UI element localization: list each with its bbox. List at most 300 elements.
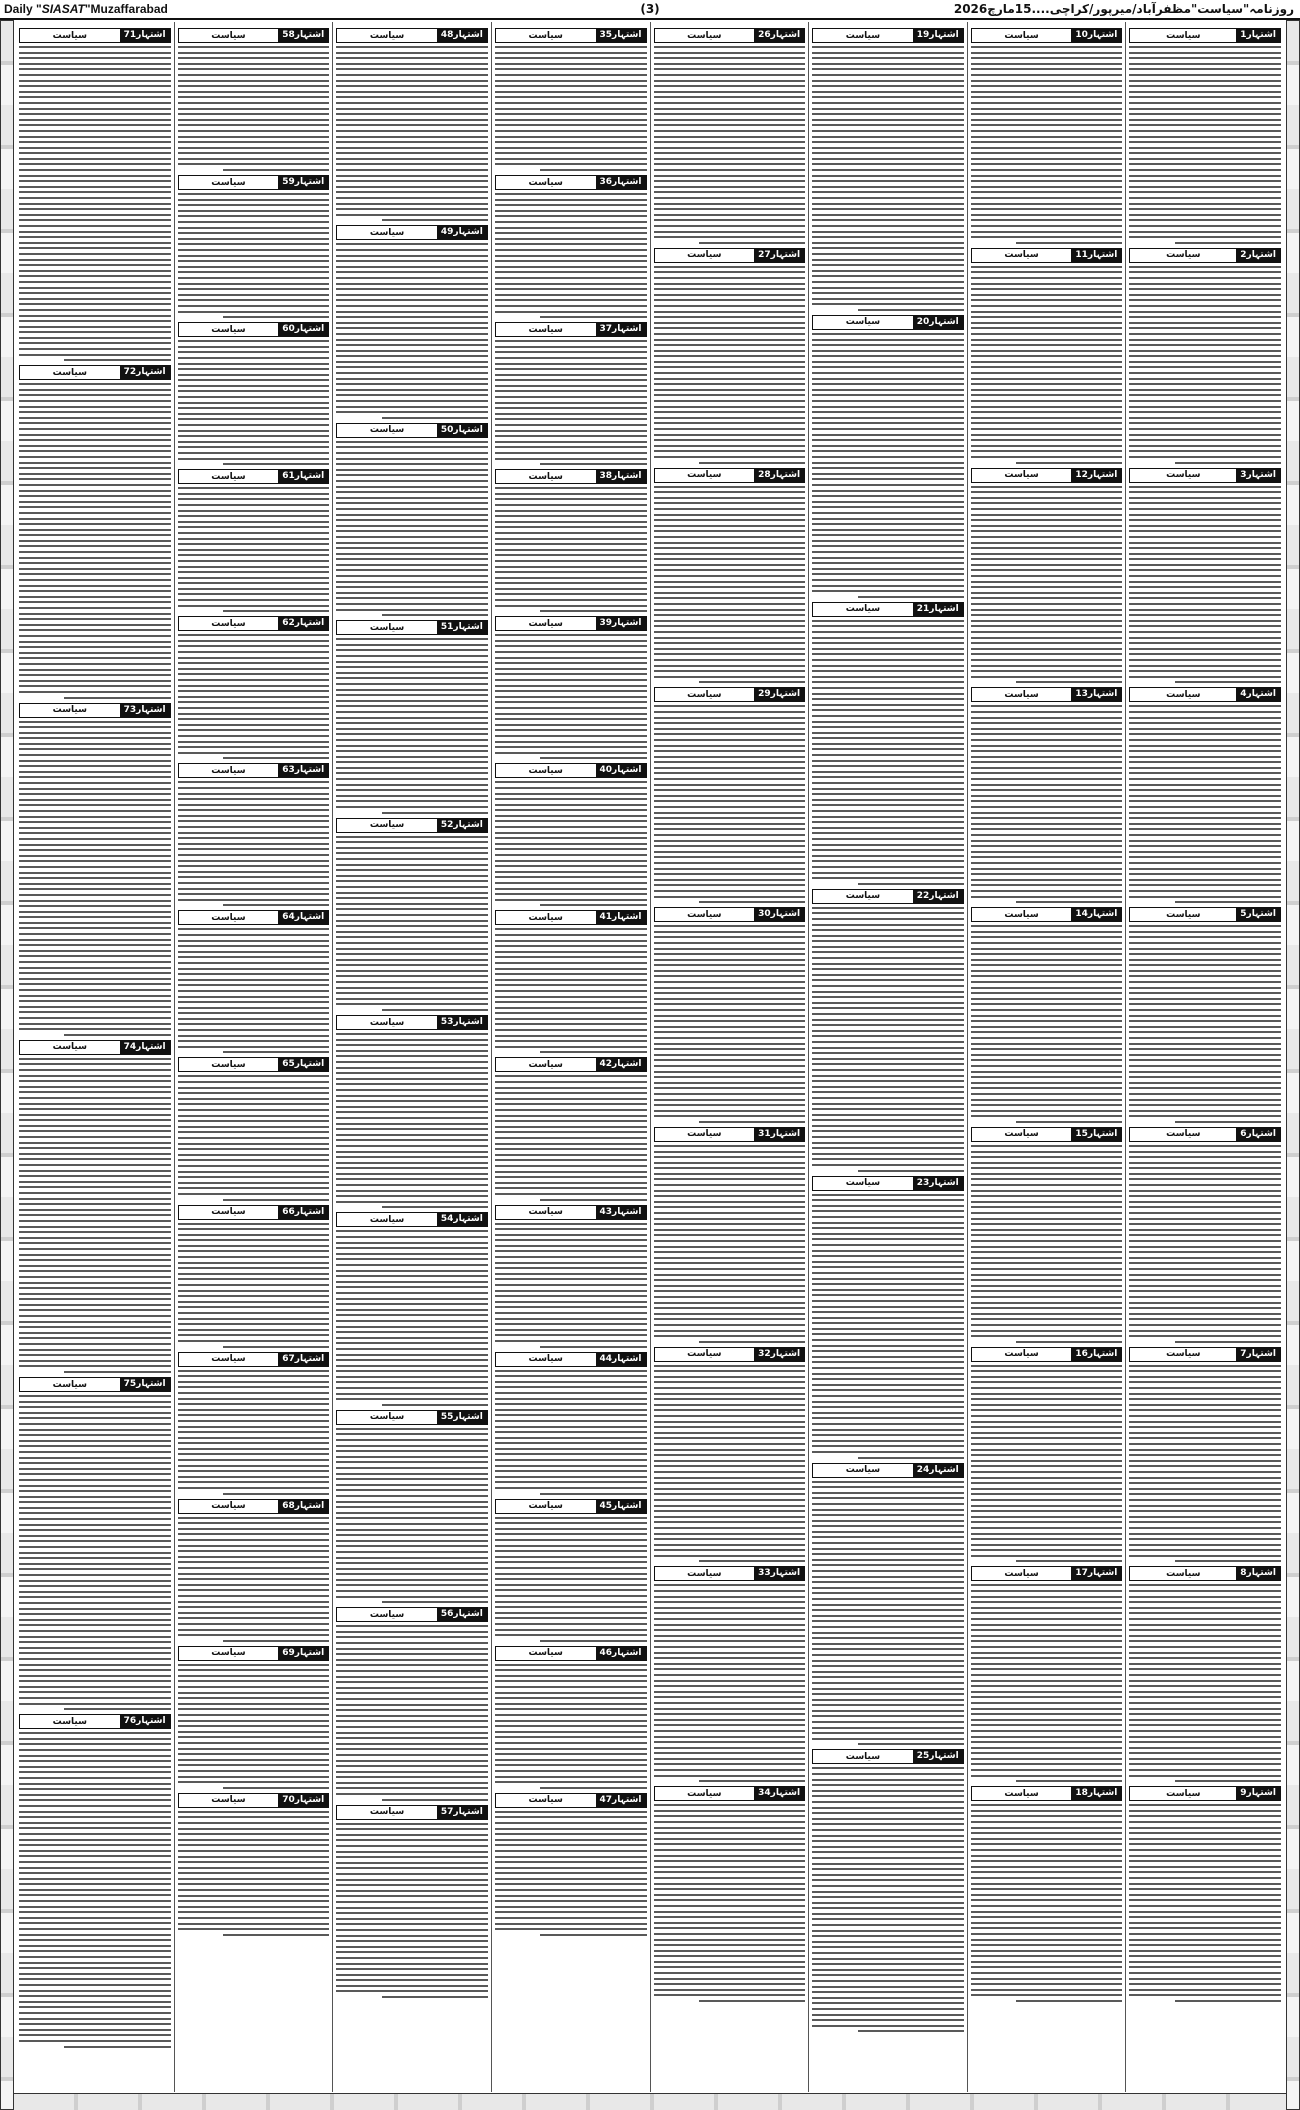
text-line bbox=[1016, 242, 1122, 244]
text-line bbox=[336, 1095, 488, 1097]
text-line bbox=[1129, 1409, 1281, 1411]
text-line bbox=[971, 1989, 1123, 1991]
text-line bbox=[971, 299, 1123, 301]
text-line bbox=[1016, 1121, 1122, 1123]
text-line bbox=[971, 124, 1123, 126]
text-line bbox=[812, 1058, 964, 1060]
text-line bbox=[19, 894, 171, 896]
text-line bbox=[19, 1697, 171, 1699]
text-line bbox=[336, 964, 488, 966]
text-line bbox=[19, 545, 171, 547]
text-line bbox=[336, 288, 488, 290]
text-line bbox=[178, 1828, 330, 1830]
text-line bbox=[1175, 1341, 1281, 1343]
ad-number: اشتہار9 bbox=[1236, 1787, 1280, 1800]
text-line bbox=[19, 726, 171, 728]
text-line bbox=[1129, 784, 1281, 786]
ad-logo: سیاست bbox=[845, 1465, 881, 1476]
text-line bbox=[336, 203, 488, 205]
text-line bbox=[336, 463, 488, 465]
text-line bbox=[1129, 1145, 1281, 1147]
text-line bbox=[654, 1167, 806, 1169]
text-line bbox=[654, 389, 806, 391]
text-line bbox=[1129, 439, 1281, 441]
text-line bbox=[812, 1531, 964, 1533]
text-line bbox=[495, 837, 647, 839]
text-line bbox=[19, 927, 171, 929]
text-line bbox=[654, 1104, 806, 1106]
text-line bbox=[1129, 1544, 1281, 1546]
text-line bbox=[1129, 411, 1281, 413]
text-line bbox=[178, 1584, 330, 1586]
text-line bbox=[971, 1860, 1123, 1862]
text-line bbox=[495, 843, 647, 845]
text-line bbox=[1129, 428, 1281, 430]
text-line bbox=[812, 1795, 964, 1797]
text-line bbox=[540, 463, 646, 465]
text-line bbox=[19, 646, 171, 648]
ad-header bbox=[178, 616, 330, 631]
text-line bbox=[971, 1190, 1123, 1192]
text-line bbox=[654, 175, 806, 177]
text-line bbox=[812, 1682, 964, 1684]
text-line bbox=[336, 1061, 488, 1063]
text-line bbox=[495, 1634, 647, 1636]
text-line bbox=[1129, 486, 1281, 488]
ad-number: اشتہار13 bbox=[1071, 688, 1121, 701]
text-line bbox=[336, 1506, 488, 1508]
text-line bbox=[971, 130, 1123, 132]
text-line bbox=[812, 946, 964, 948]
text-line bbox=[971, 1037, 1123, 1039]
text-line bbox=[1129, 884, 1281, 886]
text-line bbox=[654, 1849, 806, 1851]
text-line bbox=[971, 1663, 1123, 1665]
text-line bbox=[971, 1972, 1123, 1974]
text-line bbox=[178, 876, 330, 878]
text-line bbox=[812, 1052, 964, 1054]
text-line bbox=[971, 152, 1123, 154]
text-line bbox=[495, 1375, 647, 1377]
text-line bbox=[654, 1516, 806, 1518]
text-line bbox=[812, 1980, 964, 1982]
ad-header bbox=[654, 468, 806, 483]
text-line bbox=[495, 1906, 647, 1908]
text-line bbox=[1129, 394, 1281, 396]
text-line bbox=[1129, 85, 1281, 87]
text-line bbox=[971, 1087, 1123, 1089]
text-line bbox=[336, 378, 488, 380]
text-line bbox=[1129, 1437, 1281, 1439]
text-line bbox=[812, 821, 964, 823]
text-line bbox=[336, 394, 488, 396]
text-line bbox=[971, 85, 1123, 87]
text-line bbox=[812, 147, 964, 149]
text-line bbox=[812, 124, 964, 126]
text-line bbox=[495, 1764, 647, 1766]
text-line bbox=[178, 124, 330, 126]
text-line bbox=[19, 1518, 171, 1520]
text-line bbox=[178, 221, 330, 223]
text-line bbox=[812, 191, 964, 193]
text-line bbox=[19, 944, 171, 946]
ad-number: اشتہار69 bbox=[278, 1647, 328, 1660]
text-line bbox=[1129, 767, 1281, 769]
text-line bbox=[178, 1103, 330, 1105]
text-line bbox=[971, 63, 1123, 65]
ad-number: اشتہار52 bbox=[437, 819, 487, 832]
text-line bbox=[1016, 681, 1122, 683]
text-line bbox=[971, 856, 1123, 858]
text-line bbox=[336, 1072, 488, 1074]
text-line bbox=[178, 277, 330, 279]
text-line bbox=[19, 428, 171, 430]
text-line bbox=[971, 1810, 1123, 1812]
text-line bbox=[1129, 1240, 1281, 1242]
text-line bbox=[178, 837, 330, 839]
text-line bbox=[1129, 1708, 1281, 1710]
text-line bbox=[19, 534, 171, 536]
text-line bbox=[495, 68, 647, 70]
text-line bbox=[971, 896, 1123, 898]
text-line bbox=[19, 2034, 171, 2036]
text-line bbox=[1129, 1184, 1281, 1186]
text-line bbox=[654, 653, 806, 655]
text-line bbox=[19, 657, 171, 659]
text-line bbox=[654, 1370, 806, 1372]
text-line bbox=[495, 424, 647, 426]
text-line bbox=[1129, 383, 1281, 385]
text-line bbox=[336, 936, 488, 938]
text-line bbox=[1129, 637, 1281, 639]
ad-text bbox=[971, 1145, 1123, 1343]
text-line bbox=[812, 1773, 964, 1775]
ad-logo: سیاست bbox=[211, 1648, 246, 1659]
text-line bbox=[19, 1401, 171, 1403]
text-line bbox=[178, 718, 330, 720]
text-line bbox=[495, 1250, 647, 1252]
text-line bbox=[336, 666, 488, 668]
ad-header bbox=[1129, 28, 1281, 43]
text-line bbox=[178, 418, 330, 420]
text-line bbox=[382, 614, 488, 616]
text-line bbox=[19, 1075, 171, 1077]
text-line bbox=[336, 508, 488, 510]
text-line bbox=[336, 355, 488, 357]
text-line bbox=[971, 642, 1123, 644]
text-line bbox=[336, 1754, 488, 1756]
text-line bbox=[812, 1974, 964, 1976]
text-line bbox=[178, 899, 330, 901]
text-line bbox=[336, 1242, 488, 1244]
text-line bbox=[495, 696, 647, 698]
text-line bbox=[178, 554, 330, 556]
text-line bbox=[812, 849, 964, 851]
text-line bbox=[178, 379, 330, 381]
text-line bbox=[1129, 1736, 1281, 1738]
text-line bbox=[178, 435, 330, 437]
text-line bbox=[654, 1843, 806, 1845]
ad-header bbox=[971, 248, 1123, 263]
text-line bbox=[654, 1640, 806, 1642]
text-line bbox=[19, 52, 171, 54]
text-line bbox=[1129, 828, 1281, 830]
text-line bbox=[654, 553, 806, 555]
text-line bbox=[1129, 1510, 1281, 1512]
text-line bbox=[19, 1967, 171, 1969]
text-line bbox=[971, 1838, 1123, 1840]
text-line bbox=[1129, 1691, 1281, 1693]
text-line bbox=[971, 1855, 1123, 1857]
text-line bbox=[495, 1776, 647, 1778]
text-line bbox=[495, 1176, 647, 1178]
text-line bbox=[1129, 1449, 1281, 1451]
text-line bbox=[495, 707, 647, 709]
ad-number: اشتہار17 bbox=[1071, 1567, 1121, 1580]
text-line bbox=[654, 486, 806, 488]
text-line bbox=[654, 197, 806, 199]
text-line bbox=[19, 1485, 171, 1487]
text-line bbox=[1129, 964, 1281, 966]
text-line bbox=[812, 439, 964, 441]
ad-number: اشتہار20 bbox=[913, 316, 963, 329]
text-line bbox=[654, 1082, 806, 1084]
text-line bbox=[971, 400, 1123, 402]
text-line bbox=[495, 232, 647, 234]
text-line bbox=[178, 685, 330, 687]
text-line bbox=[812, 389, 964, 391]
text-line bbox=[1129, 1009, 1281, 1011]
text-line bbox=[19, 1771, 171, 1773]
text-line bbox=[19, 439, 171, 441]
text-line bbox=[19, 1479, 171, 1481]
text-line bbox=[812, 568, 964, 570]
text-line bbox=[699, 901, 805, 903]
text-line bbox=[178, 446, 330, 448]
text-line bbox=[654, 1151, 806, 1153]
text-line bbox=[178, 1522, 330, 1524]
text-line bbox=[812, 1244, 964, 1246]
text-line bbox=[1175, 242, 1281, 244]
text-line bbox=[971, 344, 1123, 346]
text-line bbox=[812, 681, 964, 683]
text-line bbox=[19, 434, 171, 436]
text-line bbox=[495, 1442, 647, 1444]
text-line bbox=[812, 287, 964, 289]
text-line bbox=[1129, 46, 1281, 48]
ad-text bbox=[654, 1365, 806, 1563]
text-line bbox=[178, 1928, 330, 1930]
text-line bbox=[812, 963, 964, 965]
ad-logo: سیاست bbox=[1166, 1568, 1201, 1579]
text-line bbox=[971, 959, 1123, 961]
text-line bbox=[1129, 1758, 1281, 1760]
text-line bbox=[1129, 197, 1281, 199]
text-line bbox=[971, 350, 1123, 352]
text-line bbox=[654, 1691, 806, 1693]
text-line bbox=[495, 940, 647, 942]
text-line bbox=[178, 1556, 330, 1558]
ad-text bbox=[178, 1370, 330, 1495]
text-line bbox=[971, 361, 1123, 363]
text-line bbox=[495, 1748, 647, 1750]
text-line bbox=[495, 1708, 647, 1710]
text-line bbox=[19, 512, 171, 514]
text-line bbox=[336, 886, 488, 888]
text-line bbox=[19, 197, 171, 199]
text-line bbox=[19, 972, 171, 974]
text-line bbox=[971, 57, 1123, 59]
text-line bbox=[654, 1190, 806, 1192]
text-line bbox=[1129, 1268, 1281, 1270]
text-line bbox=[336, 1230, 488, 1232]
ad-logo: سیاست bbox=[687, 1129, 722, 1140]
text-line bbox=[178, 1781, 330, 1783]
text-line bbox=[812, 1727, 964, 1729]
text-line bbox=[654, 1775, 806, 1777]
text-line bbox=[178, 158, 330, 160]
text-line bbox=[812, 1445, 964, 1447]
text-line bbox=[1129, 102, 1281, 104]
text-line bbox=[971, 456, 1123, 458]
text-line bbox=[971, 1426, 1123, 1428]
ad-logo: سیاست bbox=[369, 1609, 405, 1620]
text-line bbox=[19, 2001, 171, 2003]
text-line bbox=[1129, 350, 1281, 352]
text-line bbox=[1129, 558, 1281, 560]
ad-logo: سیاست bbox=[211, 1795, 246, 1806]
text-line bbox=[495, 605, 647, 607]
text-line bbox=[336, 1184, 488, 1186]
text-line bbox=[971, 1944, 1123, 1946]
text-line bbox=[971, 530, 1123, 532]
text-line bbox=[178, 752, 330, 754]
ad-logo: سیاست bbox=[1166, 470, 1201, 481]
text-line bbox=[812, 804, 964, 806]
text-line bbox=[971, 1432, 1123, 1434]
text-line bbox=[1129, 203, 1281, 205]
text-line bbox=[971, 1296, 1123, 1298]
text-line bbox=[1129, 299, 1281, 301]
text-line bbox=[19, 1125, 171, 1127]
text-line bbox=[178, 1675, 330, 1677]
text-line bbox=[654, 1218, 806, 1220]
ad-logo: سیاست bbox=[1166, 1788, 1201, 1799]
text-line bbox=[1129, 1415, 1281, 1417]
text-line bbox=[812, 1699, 964, 1701]
text-line bbox=[654, 1201, 806, 1203]
text-line bbox=[654, 1195, 806, 1197]
text-line bbox=[1129, 840, 1281, 842]
text-line bbox=[495, 1617, 647, 1619]
text-line bbox=[971, 806, 1123, 808]
text-line bbox=[1129, 890, 1281, 892]
text-line bbox=[654, 339, 806, 341]
text-line bbox=[812, 1266, 964, 1268]
text-line bbox=[812, 1564, 964, 1566]
text-line bbox=[19, 158, 171, 160]
text-line bbox=[495, 158, 647, 160]
text-line bbox=[971, 208, 1123, 210]
text-line bbox=[971, 840, 1123, 842]
ad-number: اشتہار3 bbox=[1236, 469, 1280, 482]
text-line bbox=[1129, 1584, 1281, 1586]
text-line bbox=[654, 851, 806, 853]
text-line bbox=[336, 1940, 488, 1942]
text-line bbox=[971, 1184, 1123, 1186]
text-line bbox=[336, 1670, 488, 1672]
text-line bbox=[495, 1329, 647, 1331]
text-line bbox=[654, 1065, 806, 1067]
text-line bbox=[971, 1769, 1123, 1771]
text-line bbox=[19, 1557, 171, 1559]
text-line bbox=[1129, 625, 1281, 627]
text-line bbox=[812, 698, 964, 700]
text-line bbox=[178, 690, 330, 692]
ad-logo: سیاست bbox=[528, 1648, 563, 1659]
text-line bbox=[1129, 434, 1281, 436]
ad-number: اشتہار36 bbox=[596, 176, 646, 189]
text-line bbox=[1129, 659, 1281, 661]
text-line bbox=[971, 514, 1123, 516]
text-line bbox=[336, 1720, 488, 1722]
text-line bbox=[971, 434, 1123, 436]
text-line bbox=[382, 812, 488, 814]
ad-text bbox=[336, 1625, 488, 1800]
text-line bbox=[1129, 845, 1281, 847]
column-2 bbox=[967, 22, 1126, 2092]
text-line bbox=[495, 1781, 647, 1783]
text-line bbox=[1129, 1521, 1281, 1523]
text-line bbox=[654, 728, 806, 730]
ad-logo: سیاست bbox=[52, 367, 87, 378]
text-line bbox=[1129, 1596, 1281, 1598]
text-line bbox=[812, 63, 964, 65]
text-line bbox=[812, 590, 964, 592]
text-line bbox=[812, 1345, 964, 1347]
text-line bbox=[178, 260, 330, 262]
text-line bbox=[654, 1099, 806, 1101]
text-line bbox=[178, 605, 330, 607]
text-line bbox=[495, 1867, 647, 1869]
text-line bbox=[1129, 1110, 1281, 1112]
text-line bbox=[654, 1555, 806, 1557]
text-line bbox=[178, 640, 330, 642]
text-line bbox=[971, 439, 1123, 441]
text-line bbox=[654, 80, 806, 82]
text-line bbox=[654, 1966, 806, 1968]
text-line bbox=[812, 350, 964, 352]
text-line bbox=[812, 957, 964, 959]
text-line bbox=[495, 793, 647, 795]
ad-logo: سیاست bbox=[528, 912, 563, 923]
text-line bbox=[812, 1417, 964, 1419]
text-line bbox=[178, 934, 330, 936]
text-line bbox=[540, 316, 646, 318]
text-line bbox=[971, 834, 1123, 836]
text-line bbox=[1129, 1048, 1281, 1050]
text-line bbox=[495, 430, 647, 432]
text-line bbox=[336, 327, 488, 329]
text-line bbox=[1129, 1527, 1281, 1529]
ad-header bbox=[178, 175, 330, 190]
text-line bbox=[336, 1354, 488, 1356]
text-line bbox=[495, 1109, 647, 1111]
text-line bbox=[540, 169, 646, 171]
text-line bbox=[654, 1426, 806, 1428]
text-line bbox=[336, 1178, 488, 1180]
text-line bbox=[495, 893, 647, 895]
